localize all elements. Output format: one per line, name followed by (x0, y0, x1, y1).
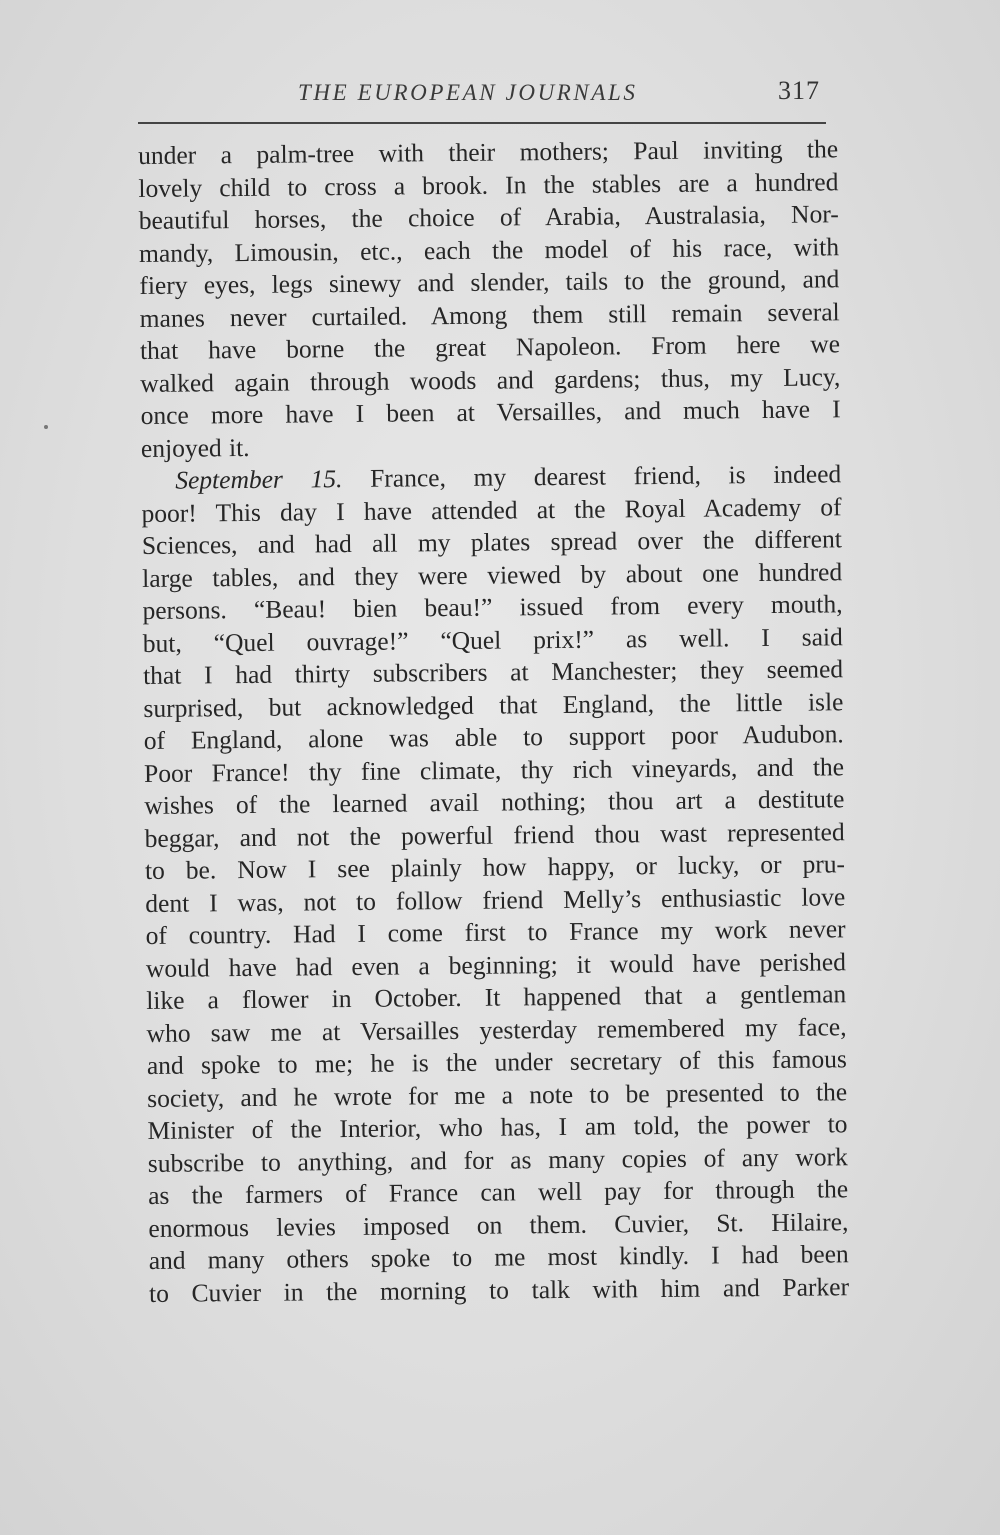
text-line: beautiful horses, the choice of Arabia, Australasia, Nor- (138, 199, 839, 235)
text-line: Sciences, and had all my plates spread over the different (141, 524, 842, 560)
text-line: enormous levies imposed on them. Cuvier, St. Hilaire, (148, 1206, 849, 1243)
text-line: society, and he wrote for me a note to be presented to the (147, 1076, 848, 1113)
text-line: to be. Now I see plainly how happy, or lucky, or pru- (144, 849, 846, 885)
text-line: fiery eyes, legs sinewy and slender, tails to the ground, and (139, 264, 840, 300)
text-line: walked again through woods and gardens; thus, my Lucy, (140, 361, 841, 398)
text-line: poor! This day I have attended at the Royal Academy of (141, 491, 842, 528)
text-line: manes never curtailed. Among them still remain several (139, 296, 840, 333)
text-line: and spoke to me; he is the under secretary of this famous (146, 1044, 847, 1080)
body-text (138, 133, 849, 1310)
paper-speck (44, 425, 48, 429)
text-line: enjoyed it. (140, 432, 250, 463)
text-line: of England, alone was able to support poor Audubon. (143, 719, 844, 755)
text-line: mandy, Limousin, etc., each the model of his race, with (138, 231, 840, 268)
page-number: 317 (778, 76, 820, 105)
running-head: THE EUROPEAN JOURNALS (298, 80, 638, 105)
entry-date: September 15. (175, 464, 343, 495)
text-line: but, “Quel ouvrage!” “Quel prix!” as well. I said (142, 621, 843, 658)
text-line: surprised, but acknowledged that England, the little isle (143, 686, 844, 723)
text-line: wishes of the learned avail nothing; thou art a destitute (144, 784, 845, 820)
text-line: would have had even a beginning; it would have perished (145, 946, 847, 983)
text-line: persons. “Beau! bien beau!” issued from every mouth, (142, 589, 843, 625)
text-line: beggar, and not the powerful friend thou wast represented (144, 816, 845, 853)
text-line: large tables, and they were viewed by about one hundred (142, 556, 843, 593)
text-line: lovely child to cross a brook. In the stables are a hundred (138, 166, 839, 203)
text-line: to Cuvier in the morning to talk with him and Parker (148, 1271, 850, 1308)
text-line: Minister of the Interior, who has, I am told, the power to (147, 1109, 848, 1145)
text-line: and many others spoke to me most kindly. I had been (148, 1239, 849, 1275)
header-rule (138, 122, 826, 124)
text-line: Poor France! thy fine climate, thy rich vineyards, and the (143, 751, 845, 788)
text-line: who saw me at Versailles yesterday remembered my face, (146, 1011, 847, 1048)
entry-first-line-text: France, my dearest friend, is indeed (369, 459, 842, 493)
page-header (138, 74, 828, 118)
text-line: like a flower in October. It happened that a gentleman (146, 979, 847, 1015)
text-line: that I had thirty subscribers at Manchester; they seemed (143, 654, 844, 690)
text-line: as the farmers of France can well pay for through the (147, 1174, 849, 1210)
text-line: that have borne the great Napoleon. From here we (139, 329, 841, 365)
text-line: once more have I been at Versailles, and much have I (140, 394, 841, 430)
text-line: dent I was, not to follow friend Melly’s enthusiastic love (145, 881, 846, 918)
text-line: of country. Had I come first to France my work never (145, 914, 846, 950)
text-line: under a palm-tree with their mothers; Paul inviting the (138, 134, 839, 170)
text-line: subscribe to anything, and for as many copies of any work (147, 1141, 848, 1178)
